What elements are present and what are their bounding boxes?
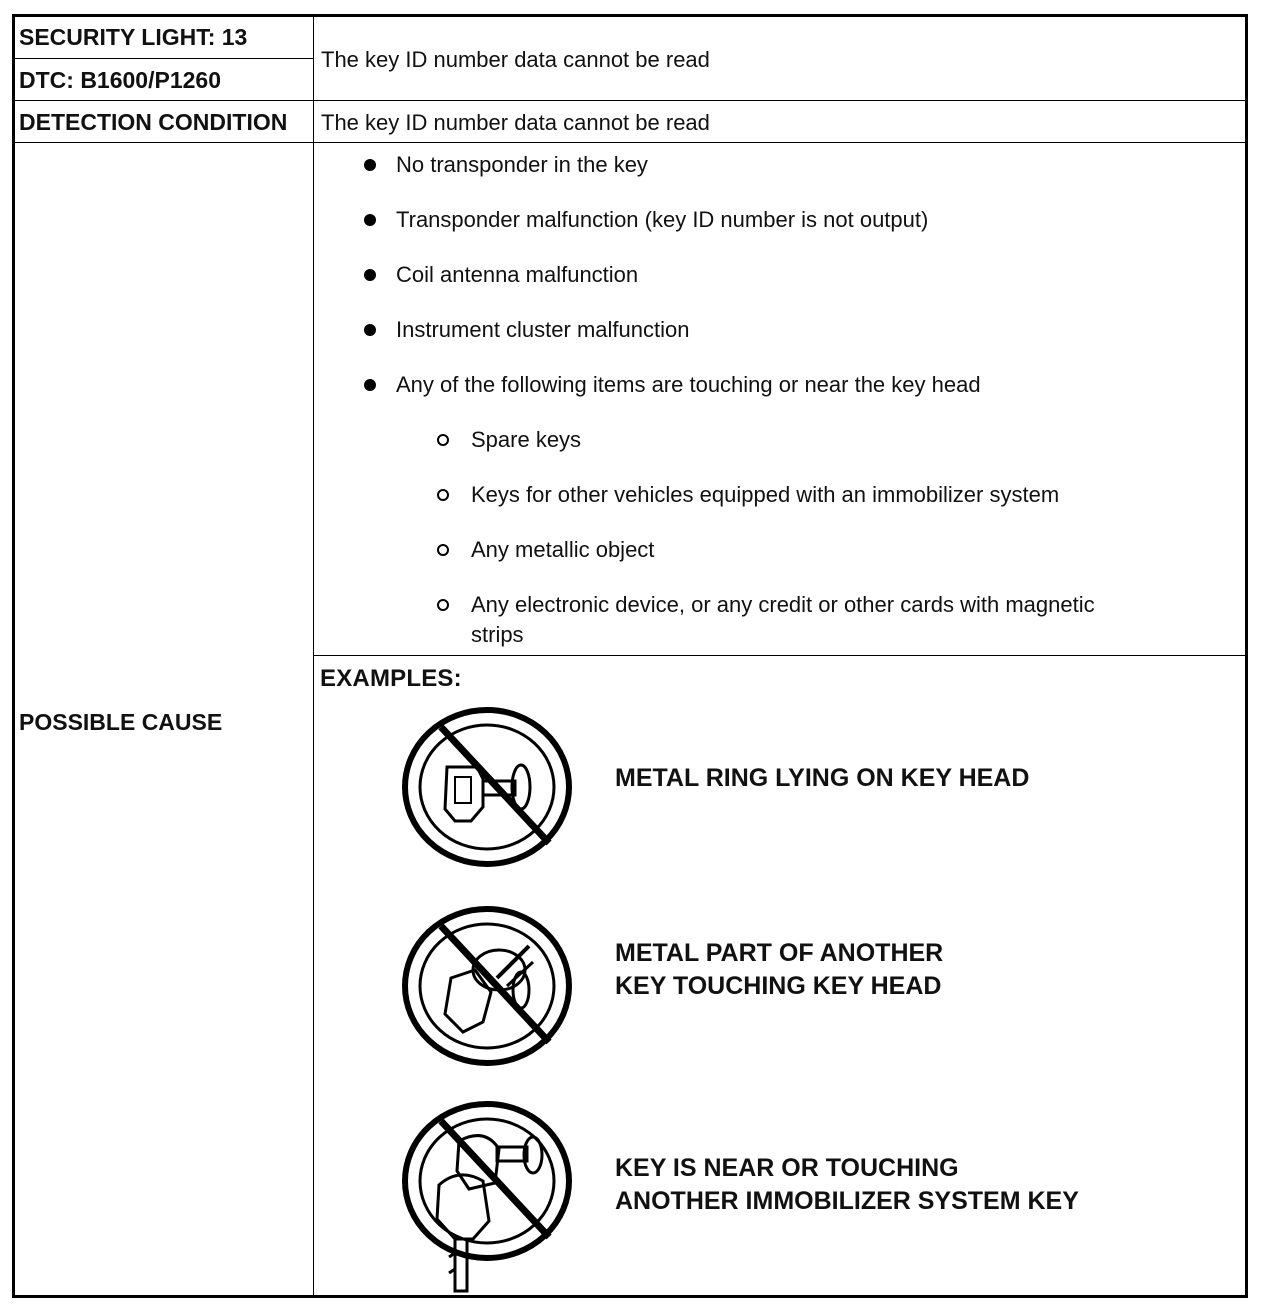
list-item: Coil antenna malfunction bbox=[396, 262, 639, 287]
row-divider bbox=[314, 655, 1246, 656]
column-divider bbox=[313, 14, 314, 1298]
no-metal-ring-icon bbox=[401, 707, 573, 869]
circle-bullet-icon bbox=[437, 434, 449, 446]
sub-list-item: Any electronic device, or any credit or other cards with magnetic bbox=[471, 592, 1095, 617]
sub-list-item-continuation: strips bbox=[471, 622, 524, 647]
list-item: Any of the following items are touching or near the key head bbox=[396, 372, 981, 397]
list-item: Transponder malfunction (key ID number is not output) bbox=[396, 207, 929, 232]
example-2-text: METAL PART OF ANOTHER KEY TOUCHING KEY HEAD bbox=[615, 939, 944, 1000]
circle-bullet-icon bbox=[437, 599, 449, 611]
bullet-icon bbox=[364, 324, 376, 336]
sub-list-item: Spare keys bbox=[471, 427, 582, 452]
list-item: No transponder in the key bbox=[396, 152, 648, 177]
list-item: Instrument cluster malfunction bbox=[396, 317, 690, 342]
circle-bullet-icon bbox=[437, 489, 449, 501]
circle-bullet-icon bbox=[437, 544, 449, 556]
bullet-icon bbox=[364, 214, 376, 226]
sub-list-item: Any metallic object bbox=[471, 537, 655, 562]
detection-condition-value: The key ID number data cannot be read bbox=[321, 110, 710, 135]
dtc-label: DTC: B1600/P1260 bbox=[19, 67, 221, 93]
no-immobilizer-key-icon bbox=[401, 1101, 573, 1296]
examples-title: EXAMPLES: bbox=[320, 665, 462, 692]
row-divider bbox=[14, 142, 1246, 143]
row-divider bbox=[14, 100, 1246, 101]
security-light-label: SECURITY LIGHT: 13 bbox=[19, 24, 248, 50]
possible-cause-label: POSSIBLE CAUSE bbox=[19, 709, 223, 735]
summary-text: The key ID number data cannot be read bbox=[321, 47, 710, 72]
sub-list-item: Keys for other vehicles equipped with an immobilizer system bbox=[471, 482, 1060, 507]
example-1-text: METAL RING LYING ON KEY HEAD bbox=[615, 764, 1030, 792]
example-3-text: KEY IS NEAR OR TOUCHING ANOTHER IMMOBILIZER SYSTEM KEY bbox=[615, 1154, 1079, 1215]
detection-condition-label: DETECTION CONDITION bbox=[19, 109, 288, 135]
bullet-icon bbox=[364, 269, 376, 281]
no-key-touching-icon bbox=[401, 906, 573, 1068]
bullet-icon bbox=[364, 159, 376, 171]
row-divider bbox=[14, 58, 314, 59]
bullet-icon bbox=[364, 379, 376, 391]
